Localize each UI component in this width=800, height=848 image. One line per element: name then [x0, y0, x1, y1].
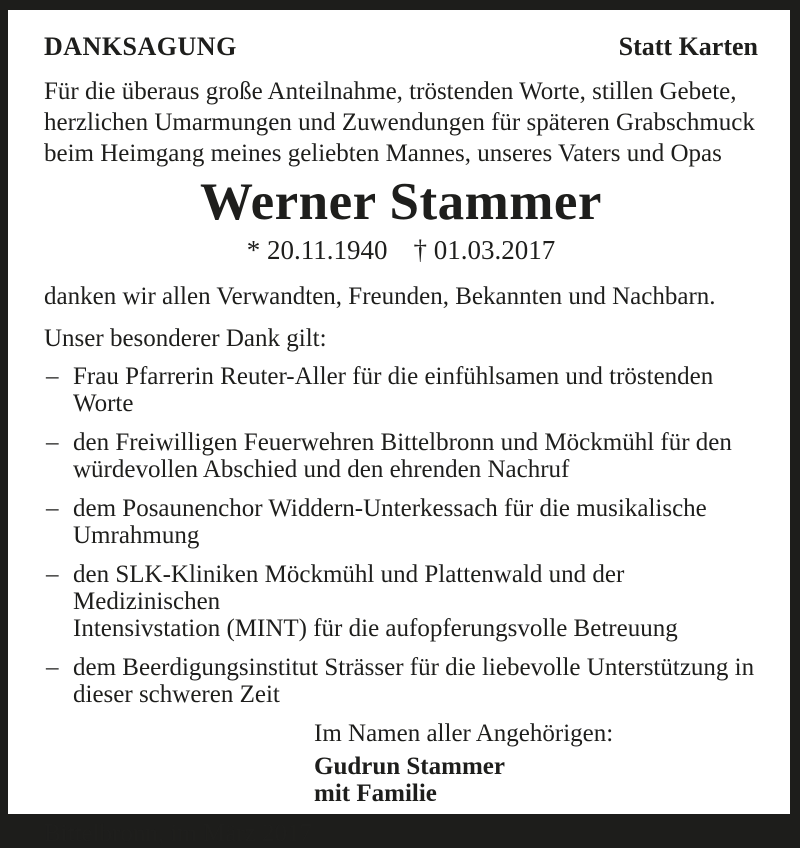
thanks-item-line: dem Beerdigungsinstitut Strässer für die liebevolle Unterstützung in	[73, 654, 755, 681]
signatory-name: Gudrun Stammer	[314, 753, 505, 780]
intro-paragraph	[44, 76, 758, 169]
thanks-item-text	[73, 363, 758, 417]
thanks-item-line: würdevollen Abschied und den ehrenden Nachruf	[73, 456, 570, 483]
special-thanks-heading: Unser besonderer Dank gilt:	[44, 325, 327, 352]
notice-header	[44, 32, 758, 62]
thanks-item-line: dieser schweren Zeit	[73, 681, 280, 708]
place-and-date: Bittelbronn, im März 2017	[44, 820, 313, 847]
thanks-list-item	[44, 495, 758, 549]
intro-line: beim Heimgang meines geliebten Mannes, unseres Vaters und Opas	[44, 140, 722, 167]
signatory-block	[314, 753, 758, 807]
birth-date: * 20.11.1940	[246, 235, 388, 265]
thanks-item-line: Frau Pfarrerin Reuter-Aller für die einfühlsamen und tröstenden Worte	[73, 363, 714, 417]
thanks-list-item	[44, 429, 758, 483]
intro-line: Für die überaus große Anteilnahme, tröstenden Worte, stillen Gebete,	[44, 78, 737, 105]
thanks-item-text	[73, 495, 707, 549]
bullet-dash: –	[46, 561, 59, 588]
thanks-item-text	[73, 561, 758, 642]
notice-type-heading: DANKSAGUNG	[44, 32, 237, 61]
closing-block	[314, 720, 758, 807]
thanks-list-item	[44, 654, 758, 708]
life-dates	[44, 235, 758, 265]
obituary-notice-card	[8, 10, 790, 847]
thanks-item-line: Intensivstation (MINT) für die aufopferungsvolle Betreuung	[73, 615, 678, 642]
bullet-dash: –	[46, 429, 59, 456]
thanks-item-line: den SLK-Kliniken Möckmühl und Plattenwald und der Medizinischen	[73, 561, 625, 615]
thanks-list	[44, 363, 758, 708]
thanks-item-line: dem Posaunenchor Widdern-Unterkessach für die musikalische	[73, 495, 707, 522]
bullet-dash: –	[46, 654, 59, 681]
thanks-item-line: den Freiwilligen Feuerwehren Bittelbronn und Möckmühl für den	[73, 429, 732, 456]
death-date: † 01.03.2017	[413, 235, 556, 265]
thanks-item-line: Umrahmung	[73, 522, 200, 549]
bullet-dash: –	[46, 495, 59, 522]
thanks-list-item	[44, 363, 758, 417]
deceased-name: Werner Stammer	[200, 173, 602, 231]
thanks-item-text	[73, 654, 754, 708]
statt-karten-label: Statt Karten	[618, 32, 758, 61]
bullet-dash: –	[46, 363, 59, 390]
signatory-suffix: mit Familie	[314, 780, 437, 807]
thanks-item-text	[73, 429, 732, 483]
on-behalf-line: Im Namen aller Angehörigen:	[314, 720, 614, 747]
thanks-sentence: danken wir allen Verwandten, Freunden, Bekannten und Nachbarn.	[44, 283, 716, 310]
thanks-list-item	[44, 561, 758, 642]
intro-line: herzlichen Umarmungen und Zuwendungen für späteren Grabschmuck	[44, 109, 755, 136]
